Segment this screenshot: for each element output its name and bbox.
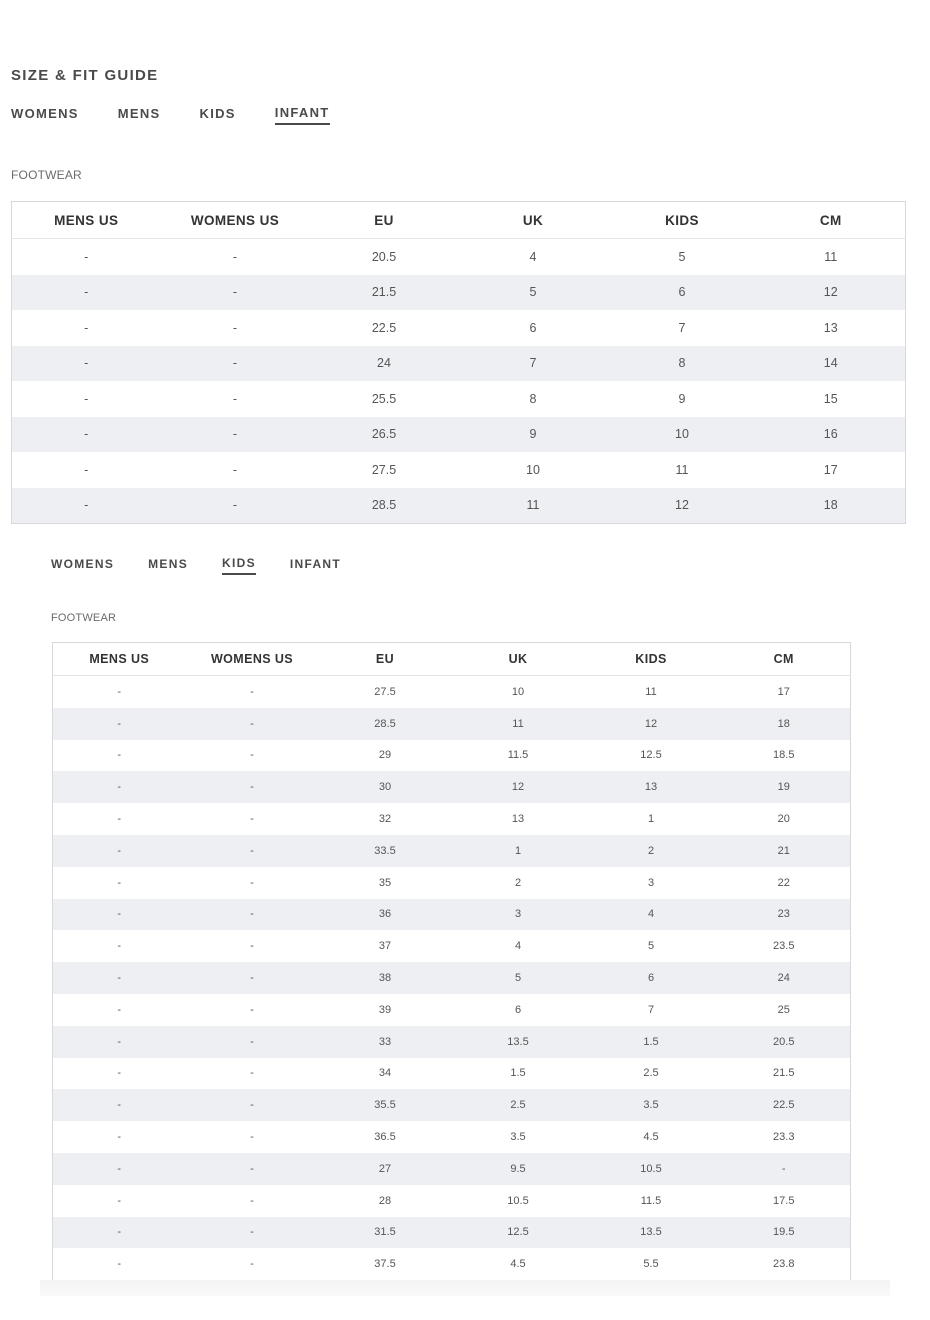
tab-mens[interactable]: MENS: [148, 556, 189, 571]
table-cell: 9: [459, 417, 608, 453]
column-header: WOMENS US: [161, 202, 310, 239]
footwear-section-label: FOOTWEAR: [51, 612, 117, 624]
table-row: [53, 835, 851, 867]
infant-size-table: [11, 201, 906, 524]
table-cell: 38: [319, 962, 452, 994]
table-cell: -: [186, 899, 319, 931]
table-cell: 20.5: [371, 249, 397, 264]
table-cell: 19.5: [718, 1217, 851, 1249]
table-cell: -: [53, 899, 186, 931]
column-header: CM: [757, 202, 906, 239]
table-cell: -: [84, 462, 89, 477]
table-row: [53, 1248, 851, 1280]
table-cell: -: [161, 346, 310, 382]
column-header: WOMENS US: [186, 643, 319, 676]
table-cell: 19: [718, 771, 851, 803]
table-cell: 6: [585, 962, 718, 994]
table-cell: 11: [459, 488, 608, 524]
table-cell: -: [117, 1194, 122, 1207]
table-cell: 5: [459, 275, 608, 311]
table-cell: 31.5: [319, 1217, 452, 1249]
table-row: [53, 867, 851, 899]
table-cell: 1: [647, 813, 655, 826]
table-cell: 20: [777, 813, 790, 826]
table-row: [53, 930, 851, 962]
page-title: SIZE & FIT GUIDE: [11, 67, 159, 84]
table-cell: 5: [678, 249, 686, 264]
table-cell: 28.5: [319, 708, 452, 740]
table-cell: 17: [823, 462, 838, 477]
column-header: EU: [310, 202, 459, 239]
table-cell: 4.5: [510, 1258, 526, 1271]
tab-mens[interactable]: MENS: [117, 106, 161, 121]
table-cell: 23.8: [773, 1258, 795, 1271]
table-cell: -: [186, 1153, 319, 1185]
table-cell: -: [250, 1258, 254, 1271]
table-cell: 36.5: [374, 1131, 396, 1144]
table-cell: 12: [757, 275, 906, 311]
table-cell: 24: [310, 346, 459, 382]
table-cell: 21.5: [310, 275, 459, 311]
size-guide-tabs-secondary: [51, 555, 375, 575]
table-cell: 37.5: [374, 1258, 396, 1271]
table-cell: -: [117, 876, 122, 889]
table-row: [53, 740, 851, 772]
table-cell: 22: [777, 876, 790, 889]
table-cell: -: [12, 488, 161, 524]
table-cell: -: [186, 771, 319, 803]
table-cell: 2: [585, 835, 718, 867]
table-cell: 24: [718, 962, 851, 994]
table-cell: -: [250, 1003, 254, 1016]
table-row: [53, 899, 851, 931]
table-cell: 11.5: [507, 749, 529, 762]
table-cell: -: [186, 962, 319, 994]
table-row: [53, 676, 851, 708]
tab-kids[interactable]: KIDS: [222, 556, 256, 575]
table-cell: -: [117, 1258, 122, 1271]
column-header: UK: [459, 202, 608, 239]
table-cell: 12: [608, 488, 757, 524]
size-guide-tabs: [11, 104, 369, 126]
table-cell: 12: [452, 771, 585, 803]
table-cell: 9: [678, 391, 686, 406]
table-cell: 14: [757, 346, 906, 382]
column-header: MENS US: [53, 643, 186, 676]
table-cell: -: [117, 1003, 122, 1016]
table-header-row: [12, 202, 906, 239]
table-cell: 13.5: [585, 1217, 718, 1249]
table-cell: -: [250, 813, 254, 826]
column-header: MENS US: [12, 202, 161, 239]
table-cell: 28.5: [310, 488, 459, 524]
table-cell: 13: [511, 813, 525, 826]
table-cell: 12.5: [640, 749, 662, 762]
table-cell: 21: [718, 835, 851, 867]
table-cell: 17: [777, 685, 790, 698]
table-cell: 23.5: [773, 940, 795, 953]
table-cell: -: [232, 462, 238, 477]
table-cell: -: [250, 1067, 254, 1080]
table-cell: 37: [378, 940, 392, 953]
table-cell: -: [117, 1131, 122, 1144]
table-cell: 3.5: [510, 1131, 526, 1144]
table-cell: -: [250, 1131, 254, 1144]
table-cell: -: [186, 708, 319, 740]
table-cell: -: [250, 876, 254, 889]
table-row: [12, 239, 906, 275]
table-cell: 12: [585, 708, 718, 740]
table-cell: -: [117, 813, 122, 826]
table-row: [12, 310, 906, 346]
table-cell: 6: [514, 1003, 522, 1016]
table-cell: -: [53, 771, 186, 803]
table-cell: 1: [452, 835, 585, 867]
table-cell: 5: [452, 962, 585, 994]
table-row: [53, 1217, 851, 1249]
table-cell: 22.5: [371, 320, 397, 335]
tab-infant[interactable]: INFANT: [289, 556, 342, 571]
table-cell: 30: [319, 771, 452, 803]
table-cell: 5.5: [643, 1258, 659, 1271]
tab-womens[interactable]: WOMENS: [51, 556, 115, 571]
table-cell: 21.5: [773, 1067, 795, 1080]
table-cell: -: [53, 1217, 186, 1249]
table-cell: -: [232, 391, 238, 406]
table-cell: 8: [529, 391, 537, 406]
table-row: [53, 708, 851, 740]
table-cell: -: [250, 1194, 254, 1207]
table-cell: 3: [452, 899, 585, 931]
table-cell: 5: [647, 940, 655, 953]
table-row: [53, 803, 851, 835]
table-cell: 15: [823, 391, 838, 406]
table-cell: 7: [647, 1003, 655, 1016]
table-cell: 39: [378, 1003, 392, 1016]
table-row: [12, 417, 906, 453]
table-cell: 2: [514, 876, 522, 889]
table-row: [53, 1185, 851, 1217]
table-cell: -: [117, 749, 122, 762]
tab-womens[interactable]: WOMENS: [11, 106, 79, 121]
table-cell: -: [117, 1067, 122, 1080]
table-cell: 16: [757, 417, 906, 453]
table-cell: -: [53, 1026, 186, 1058]
table-cell: -: [53, 962, 186, 994]
table-cell: 22.5: [718, 1089, 851, 1121]
table-cell: 27.5: [374, 685, 396, 698]
table-cell: 12.5: [452, 1217, 585, 1249]
table-cell: 33.5: [319, 835, 452, 867]
column-header: KIDS: [608, 202, 757, 239]
table-cell: 2.5: [452, 1089, 585, 1121]
table-cell: 33: [319, 1026, 452, 1058]
table-cell: 18: [757, 488, 906, 524]
table-cell: -: [117, 940, 122, 953]
table-cell: -: [161, 275, 310, 311]
table-cell: 18.5: [773, 749, 795, 762]
table-row: [12, 381, 906, 417]
table-cell: -: [84, 249, 89, 264]
table-cell: 34: [378, 1067, 392, 1080]
table-cell: 35: [378, 876, 392, 889]
table-cell: -: [186, 1089, 319, 1121]
page-bottom-shadow: [40, 1280, 890, 1296]
table-cell: 4.5: [643, 1131, 659, 1144]
table-cell: 11: [452, 708, 585, 740]
table-cell: 36: [319, 899, 452, 931]
kids-size-table: [52, 642, 851, 1281]
table-cell: 3.5: [585, 1089, 718, 1121]
table-row: [12, 346, 906, 382]
table-cell: 6: [529, 320, 537, 335]
column-header: KIDS: [585, 643, 718, 676]
table-cell: 28: [378, 1194, 392, 1207]
table-cell: 1.5: [510, 1067, 526, 1080]
table-cell: 7: [678, 320, 686, 335]
table-cell: 25: [777, 1003, 790, 1016]
table-cell: 7: [459, 346, 608, 382]
table-cell: -: [161, 417, 310, 453]
table-cell: 4: [514, 940, 522, 953]
table-cell: 13: [585, 771, 718, 803]
table-cell: 26.5: [310, 417, 459, 453]
table-row: [53, 771, 851, 803]
table-cell: -: [117, 685, 122, 698]
table-cell: 32: [378, 813, 392, 826]
table-cell: 10: [511, 685, 525, 698]
table-cell: 1.5: [585, 1026, 718, 1058]
table-row: [53, 1058, 851, 1090]
table-cell: 23: [718, 899, 851, 931]
table-cell: 10: [608, 417, 757, 453]
tab-kids[interactable]: KIDS: [199, 106, 236, 121]
table-cell: 10.5: [585, 1153, 718, 1185]
table-cell: -: [84, 391, 89, 406]
table-cell: 27.5: [371, 462, 397, 477]
table-cell: -: [186, 1026, 319, 1058]
table-cell: -: [53, 835, 186, 867]
column-header: EU: [319, 643, 452, 676]
table-cell: -: [250, 940, 254, 953]
table-cell: 8: [608, 346, 757, 382]
table-row: [12, 488, 906, 524]
column-header: CM: [718, 643, 851, 676]
table-row: [53, 1089, 851, 1121]
table-cell: -: [232, 249, 238, 264]
table-cell: 11.5: [640, 1194, 662, 1207]
table-cell: 6: [608, 275, 757, 311]
table-cell: -: [12, 275, 161, 311]
table-cell: -: [186, 835, 319, 867]
table-row: [53, 1153, 851, 1185]
table-cell: 4: [529, 249, 537, 264]
table-cell: -: [12, 346, 161, 382]
table-cell: -: [84, 320, 89, 335]
table-cell: 25.5: [371, 391, 397, 406]
table-cell: 11: [645, 685, 657, 698]
table-cell: 3: [647, 876, 655, 889]
table-cell: -: [53, 1153, 186, 1185]
footwear-section-label: FOOTWEAR: [11, 168, 82, 182]
table-row: [53, 1026, 851, 1058]
table-cell: 27: [319, 1153, 452, 1185]
table-cell: 29: [378, 749, 392, 762]
table-cell: -: [161, 488, 310, 524]
table-cell: 11: [675, 462, 689, 477]
table-cell: 10.5: [507, 1194, 529, 1207]
table-cell: -: [250, 685, 254, 698]
table-cell: 11: [824, 249, 838, 264]
table-row: [12, 452, 906, 488]
table-cell: -: [53, 708, 186, 740]
table-row: [53, 962, 851, 994]
table-cell: -: [718, 1153, 851, 1185]
tab-infant[interactable]: INFANT: [275, 105, 330, 125]
table-cell: -: [12, 417, 161, 453]
table-row: [53, 1121, 851, 1153]
column-header: UK: [452, 643, 585, 676]
table-cell: 18: [718, 708, 851, 740]
table-row: [12, 275, 906, 311]
table-cell: -: [250, 749, 254, 762]
table-cell: 13: [823, 320, 838, 335]
table-cell: 4: [585, 899, 718, 931]
table-cell: 9.5: [452, 1153, 585, 1185]
table-row: [53, 994, 851, 1026]
table-cell: -: [53, 1089, 186, 1121]
table-cell: 20.5: [718, 1026, 851, 1058]
table-cell: 17.5: [773, 1194, 795, 1207]
table-cell: 13.5: [452, 1026, 585, 1058]
table-cell: 2.5: [643, 1067, 659, 1080]
table-cell: 35.5: [319, 1089, 452, 1121]
table-header-row: [53, 643, 851, 676]
table-cell: -: [186, 1217, 319, 1249]
table-cell: 10: [526, 462, 540, 477]
table-cell: 23.3: [773, 1131, 795, 1144]
table-cell: -: [232, 320, 238, 335]
